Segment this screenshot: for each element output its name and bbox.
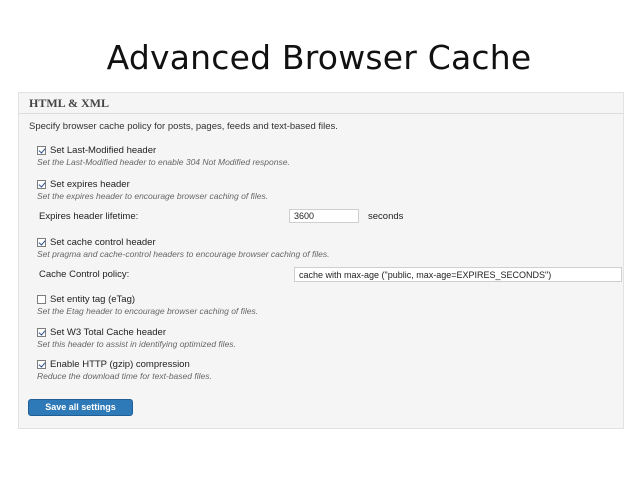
expires-lifetime-unit: seconds [368,211,404,222]
w3tc-header-checkbox[interactable] [37,328,46,337]
last-modified-description: Set the Last-Modified header to enable 304 Not Modified response. [37,157,290,167]
option-last-modified [37,145,290,167]
cache-control-label: Set cache control header [50,237,156,248]
cache-control-checkbox[interactable] [37,238,46,247]
save-all-settings-button[interactable]: Save all settings [28,399,133,416]
expires-header-label: Set expires header [50,179,130,190]
option-cache-control [37,237,329,259]
etag-description: Set the Etag header to encourage browser caching of files. [37,306,259,316]
section-title: HTML & XML [29,96,109,110]
expires-lifetime-input[interactable]: 3600 [289,209,359,223]
option-gzip-compression [37,359,212,381]
w3tc-header-description: Set this header to assist in identifying optimized files. [37,339,236,349]
gzip-compression-label: Enable HTTP (gzip) compression [50,359,190,370]
last-modified-label: Set Last-Modified header [50,145,157,156]
settings-panel [18,92,624,429]
section-divider [19,113,623,114]
gzip-compression-checkbox[interactable] [37,360,46,369]
option-etag [37,294,258,316]
cache-control-policy-label: Cache Control policy: [39,269,130,280]
expires-lifetime-label: Expires header lifetime: [39,211,139,222]
cache-control-policy-select[interactable]: cache with max-age ("public, max-age=EXPIRES_SECONDS") [294,267,622,282]
cache-control-description: Set pragma and cache-control headers to encourage browser caching of files. [37,249,330,259]
etag-checkbox[interactable] [37,295,46,304]
etag-label: Set entity tag (eTag) [50,294,136,305]
last-modified-checkbox[interactable] [37,146,46,155]
w3tc-header-label: Set W3 Total Cache header [50,327,167,338]
option-w3tc-header [37,327,236,349]
slide-title: Advanced Browser Cache [106,38,532,77]
section-intro: Specify browser cache policy for posts, pages, feeds and text-based files. [29,121,338,132]
gzip-compression-description: Reduce the download time for text-based files. [37,371,212,381]
expires-header-description: Set the expires header to encourage browser caching of files. [37,191,269,201]
option-expires-header [37,179,268,201]
expires-header-checkbox[interactable] [37,180,46,189]
